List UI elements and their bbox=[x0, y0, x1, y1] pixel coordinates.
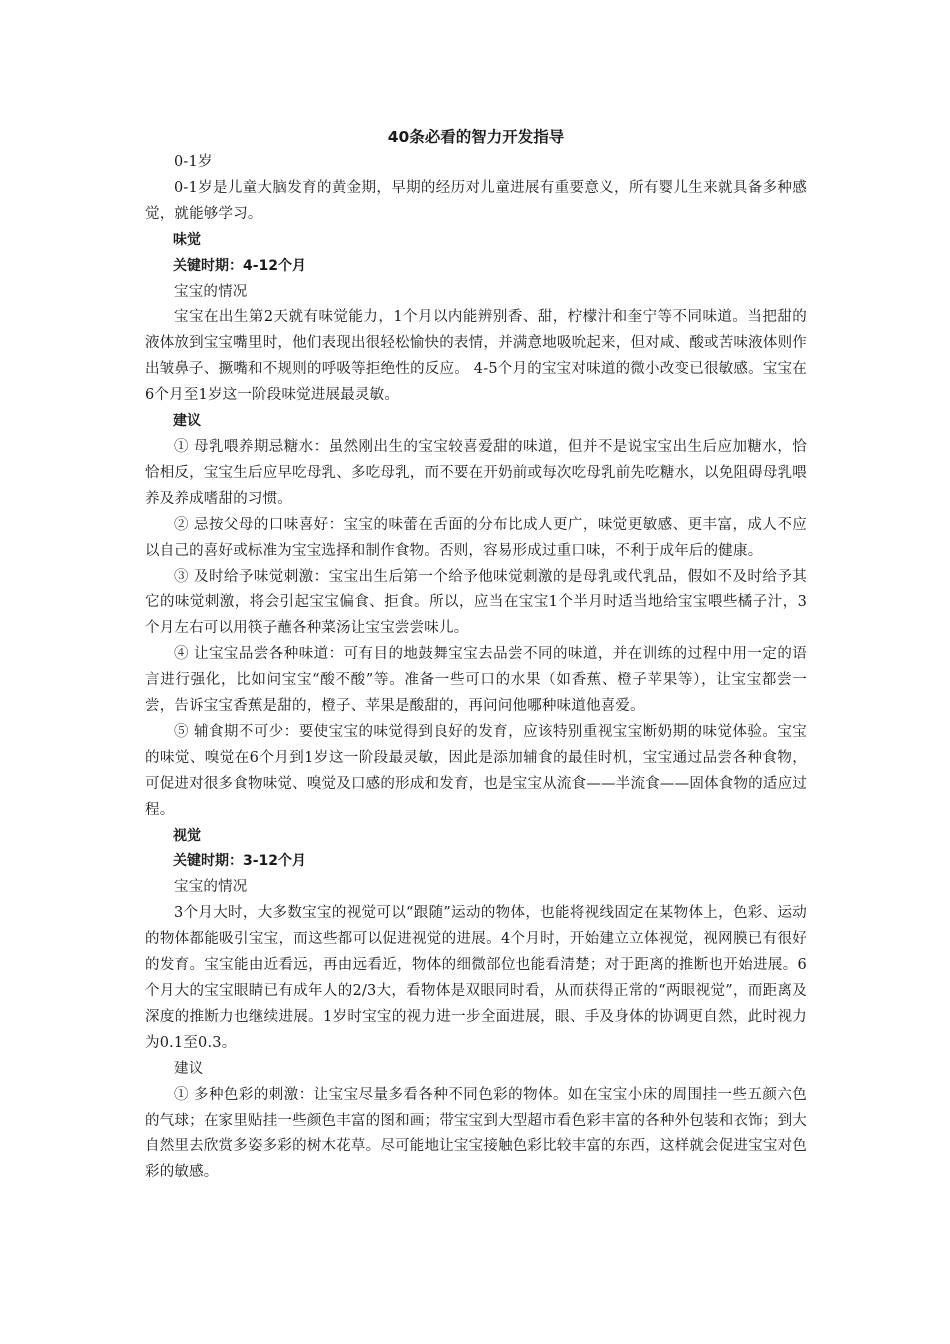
vision-heading: 视觉 bbox=[173, 827, 201, 844]
vision-situation-paragraph: 3个月大时，大多数宝宝的视觉可以“跟随”运动的物体，也能将视线固定在某物体上，色彩、运动的物体都能吸引宝宝，而这些都可以促进视觉的进展。4个月时，开始建立立体视觉，视网膜已有很好的发育。宝宝能由近看远，再由远看近，物体的细微部位也能看清楚；对于距离的推断也开始进展。6个月大的宝宝眼睛已有成年人的2/3大，看物体是双眼同时看，从而获得正常的“两眼视觉”，而距离及深度的推断力也继续进展。1岁时宝宝的视力进一步全面进展，眼、手及身体的协调更自然，此时视力为0.1至0.3。 bbox=[145, 905, 807, 1051]
vision-advice-label: 建议 bbox=[174, 1060, 204, 1077]
taste-advice-item: ③ 及时给予味觉刺激：宝宝出生后第一个给予他味觉刺激的是母乳或代乳品，假如不及时给予其它的味觉刺激，将会引起宝宝偏食、拒食。所以，应当在宝宝1个半月时适当地给宝宝喂些橘子汁，3个月左右可以用筷子蘸各种菜汤让宝宝尝尝味儿。 bbox=[145, 568, 807, 637]
taste-critical-period: 关键时期：4-12个月 bbox=[173, 257, 307, 274]
vision-situation-label: 宝宝的情况 bbox=[174, 879, 248, 896]
taste-advice-item: ① 母乳喂养期忌糖水：虽然刚出生的宝宝较喜爱甜的味道，但并不是说宝宝出生后应加糖水，恰恰相反，宝宝生后应早吃母乳、多吃母乳，而不要在开奶前或每次吃母乳前先吃糖水，以免阻碍母乳喂养及养成嗜甜的习惯。 bbox=[145, 438, 807, 507]
taste-advice-item: ④ 让宝宝品尝各种味道：可有目的地鼓舞宝宝去品尝不同的味道，并在训练的过程中用一定的语言进行强化，比如问宝宝“酸不酸”等。准备一些可口的水果（如香蕉、橙子苹果等），让宝宝都尝一尝，告诉宝宝香蕉是甜的，橙子、苹果是酸甜的，再问问他哪种味道他喜爱。 bbox=[145, 646, 807, 715]
taste-heading: 味觉 bbox=[173, 231, 201, 248]
document-page bbox=[145, 124, 807, 1186]
intro-paragraph: 0-1岁是儿童大脑发育的黄金期，早期的经历对儿童进展有重要意义，所有婴儿生来就具备多种感觉，就能够学习。 bbox=[145, 179, 807, 222]
vision-critical-period: 关键时期：3-12个月 bbox=[173, 853, 307, 870]
vision-advice-item: ① 多种色彩的刺激：让宝宝尽量多看各种不同色彩的物体。如在宝宝小床的周围挂一些五颜六色的气球；在家里贴挂一些颜色丰富的图和画；带宝宝到大型超市看色彩丰富的各种外包装和衣饰；到大自然里去欣赏多姿多彩的树木花草。尽可能地让宝宝接触色彩比较丰富的东西，这样就会促进宝宝对色彩的敏感。 bbox=[145, 1086, 807, 1181]
taste-situation-paragraph: 宝宝在出生第2天就有味觉能力，1个月以内能辨别香、甜，柠檬汁和奎宁等不同味道。当把甜的液体放到宝宝嘴里时，他们表现出很轻松愉快的表情，并满意地吸吮起来，但对咸、酸或苦味液体则作出皱鼻子、撅嘴和不规则的呼吸等拒绝性的反应。 4-5个月的宝宝对味道的微小改变已很敏感。宝宝在6个月至1岁这一阶段味觉进展最灵敏。 bbox=[145, 309, 807, 404]
taste-situation-label: 宝宝的情况 bbox=[174, 283, 248, 300]
taste-advice-item: ⑤ 辅食期不可少：要使宝宝的味觉得到良好的发育，应该特别重视宝宝断奶期的味觉体验。宝宝的味觉、嗅觉在6个月到1岁这一阶段最灵敏，因此是添加辅食的最佳时机，宝宝通过品尝各种食物，可促进对很多食物味觉、嗅觉及口感的形成和发育，也是宝宝从流食——半流食——固体食物的适应过程。 bbox=[145, 723, 807, 818]
document-title: 40条必看的智力开发指导 bbox=[387, 128, 565, 146]
age-range: 0-1岁 bbox=[174, 154, 213, 170]
taste-advice-label: 建议 bbox=[173, 413, 201, 430]
taste-advice-item: ② 忌按父母的口味喜好：宝宝的味蕾在舌面的分布比成人更广，味觉更敏感、更丰富，成人不应以自己的喜好或标准为宝宝选择和制作食物。否则，容易形成过重口味，不利于成年后的健康。 bbox=[145, 516, 807, 559]
